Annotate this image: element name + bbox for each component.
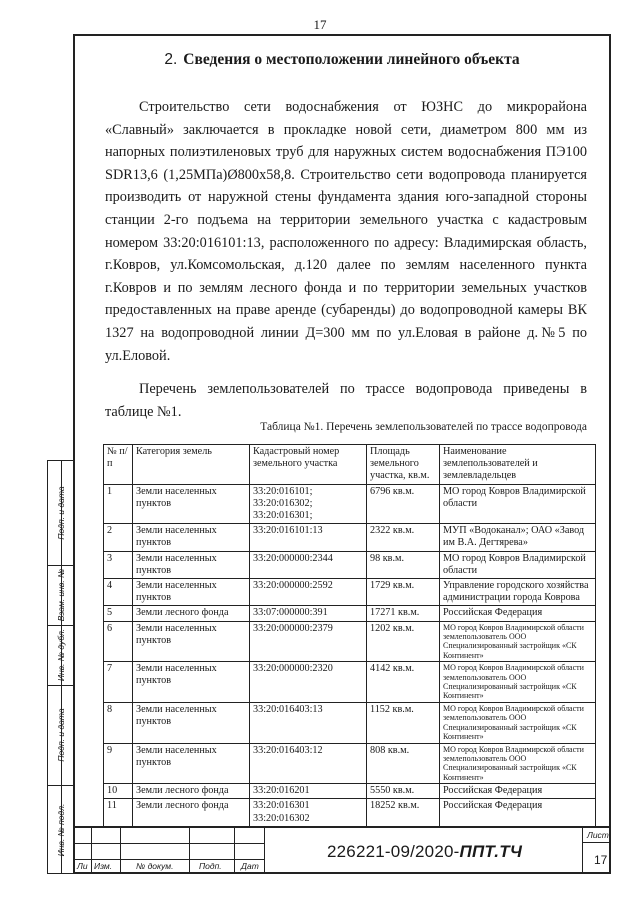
cell-category: Земли лесного фонда <box>133 799 250 826</box>
stamp-row-line <box>73 859 264 860</box>
cell-area: 5550 кв.м. <box>367 784 440 799</box>
cell-cadastral: 33:20:016201 <box>250 784 367 799</box>
header-cadastral: Кадастровый номер земельного участка <box>250 445 367 485</box>
cell-cadastral: 33:20:016403:13 <box>250 702 367 743</box>
cell-area: 18252 кв.м. <box>367 799 440 826</box>
cell-num: 9 <box>104 743 133 784</box>
table-row <box>104 784 596 799</box>
header-owner: Наименование землепользователей и землевладельцев <box>440 445 596 485</box>
cell-owner: МО город Ковров Владимирской области <box>440 484 596 524</box>
page-number-top: 17 <box>313 17 327 32</box>
table-row <box>104 621 596 662</box>
cell-area: 98 кв.м. <box>367 551 440 578</box>
cell-category: Земли населенных пунктов <box>133 621 250 662</box>
cell-area: 2322 кв.м. <box>367 524 440 551</box>
cell-area: 6796 кв.м. <box>367 484 440 524</box>
cell-category: Земли населенных пунктов <box>133 484 250 524</box>
cell-cadastral: 33:20:000000:2379 <box>250 621 367 662</box>
stamp-label-date: Дат <box>241 861 259 871</box>
table-row <box>104 484 596 524</box>
sheet-number: 17 <box>594 853 608 867</box>
table-caption: Таблица №1. Перечень землепользователей по трассе водопровода <box>260 421 587 433</box>
cell-num: 3 <box>104 551 133 578</box>
cell-num: 5 <box>104 606 133 621</box>
cell-category: Земли лесного фонда <box>133 606 250 621</box>
cell-category: Земли лесного фонда <box>133 784 250 799</box>
cell-cadastral: 33:20:000000:2592 <box>250 579 367 606</box>
header-num: № п/п <box>104 445 133 485</box>
section-heading <box>73 51 611 69</box>
table-row <box>104 799 596 826</box>
cell-area: 1202 кв.м. <box>367 621 440 662</box>
cell-area: 1729 кв.м. <box>367 579 440 606</box>
stamp-label-change: Изм. <box>94 861 113 871</box>
label-sign-date-2: Подп. и дата <box>56 708 66 762</box>
description-paragraph: Строительство сети водоснабжения от ЮЗНС до микрорайона «Славный» заключается в прокладке новой сети, диаметром 800 мм из напорных полиэтиленовых труб для наружных систем водоснабжения ПЭ100 SDR13,6 (1,25МПа)Ø800х58,8. Строительство сети водопровода планируется производить от наружной стены фундамента здания юго-западной стороны станции 2-го подъема на территории земельного участка с кадастровым номером 33:20:016101:13, расположенного по адресу: Владимирская область, г.Ковров, ул.Комсомольская, д.120 далее по землям населенного пункта г.Ковров и по землям лесного фонда и по территории земельных участков предоставленных на праве аренде (субаренды) до водопроводной камеры ВК 1327 на водопроводной линии Д=300 мм по ул.Еловая в районе д.№5 по ул.Еловой. <box>105 99 587 364</box>
cell-category: Земли населенных пунктов <box>133 702 250 743</box>
stamp-col-line <box>234 828 235 874</box>
table-header-row <box>104 445 596 485</box>
cell-category: Земли населенных пунктов <box>133 743 250 784</box>
cell-cadastral: 33:20:000000:2320 <box>250 662 367 703</box>
cell-owner: Российская Федерация <box>440 606 596 621</box>
cell-owner: Российская Федерация <box>440 784 596 799</box>
table-row <box>104 702 596 743</box>
cell-area: 808 кв.м. <box>367 743 440 784</box>
label-dup-inv: Инв. № дубл. <box>56 628 66 682</box>
table-row <box>104 579 596 606</box>
cell-num: 2 <box>104 524 133 551</box>
cell-category: Земли населенных пунктов <box>133 524 250 551</box>
stamp-col-line <box>264 828 265 874</box>
binding-strip <box>47 460 74 874</box>
cell-area: 4142 кв.м. <box>367 662 440 703</box>
table-row <box>104 662 596 703</box>
cell-cadastral: 33:07:000000:391 <box>250 606 367 621</box>
stamp-col-line <box>582 828 583 874</box>
document-code-suffix: ППТ.ТЧ <box>459 842 523 861</box>
table-row <box>104 524 596 551</box>
cell-area: 1152 кв.м. <box>367 702 440 743</box>
cell-num: 1 <box>104 484 133 524</box>
cell-num: 10 <box>104 784 133 799</box>
stamp-col-line <box>91 828 92 874</box>
cell-category: Земли населенных пунктов <box>133 551 250 578</box>
cell-owner: МО город Ковров Владимирской области землепользователь ООО Специализированный застройщик «СК Континент» <box>440 743 596 784</box>
section-number: 2. <box>164 51 178 68</box>
cell-owner: МО город Ковров Владимирской области землепользователь ООО Специализированный застройщик «СК Континент» <box>440 621 596 662</box>
cell-owner: МО город Ковров Владимирской области землепользователь ООО Специализированный застройщик «СК Континент» <box>440 702 596 743</box>
land-users-table <box>103 444 596 827</box>
table-row <box>104 551 596 578</box>
cell-owner: МО город Ковров Владимирской области землепользователь ООО Специализированный застройщик «СК Континент» <box>440 662 596 703</box>
title-block <box>73 826 611 874</box>
cell-num: 7 <box>104 662 133 703</box>
cell-category: Земли населенных пунктов <box>133 579 250 606</box>
stamp-row-line <box>582 842 611 843</box>
cell-num: 11 <box>104 799 133 826</box>
cell-owner: Управление городского хозяйства администрации города Коврова <box>440 579 596 606</box>
stamp-row-line <box>73 843 264 844</box>
cell-cadastral: 33:20:000000:2344 <box>250 551 367 578</box>
cell-cadastral: 33:20:016301 33:20:016302 <box>250 799 367 826</box>
header-area: Площадь земельного участка, кв.м. <box>367 445 440 485</box>
cell-num: 6 <box>104 621 133 662</box>
stamp-label-doc-number: № докум. <box>136 861 174 871</box>
label-replaced-inv: Взам. инв. № <box>56 568 66 622</box>
cell-area: 17271 кв.м. <box>367 606 440 621</box>
header-category: Категория земель <box>133 445 250 485</box>
cell-cadastral: 33:20:016101; 33:20:016302; 33:20:016301; <box>250 484 367 524</box>
stamp-label-signature: Подп. <box>199 861 222 871</box>
cell-owner: Российская Федерация <box>440 799 596 826</box>
section-title: Сведения о местоположении линейного объекта <box>183 51 520 68</box>
stamp-col-line <box>120 828 121 874</box>
document-code <box>327 842 522 862</box>
cell-owner: МУП «Водоканал»; ОАО «Завод им В.А. Дегтярева» <box>440 524 596 551</box>
cell-category: Земли населенных пунктов <box>133 662 250 703</box>
stamp-col-line <box>189 828 190 874</box>
cell-num: 8 <box>104 702 133 743</box>
cell-cadastral: 33:20:016101:13 <box>250 524 367 551</box>
table-row <box>104 606 596 621</box>
stamp-label-li: Ли <box>77 861 88 871</box>
binding-strip-line <box>48 785 74 786</box>
sheet-label: Лист <box>587 830 609 840</box>
cell-cadastral: 33:20:016403:12 <box>250 743 367 784</box>
cell-num: 4 <box>104 579 133 606</box>
table-row <box>104 743 596 784</box>
cell-owner: МО город Ковров Владимирской области <box>440 551 596 578</box>
label-orig-inv: Инв. № подл. <box>56 803 66 857</box>
document-code-prefix: 226221-09/2020- <box>327 842 460 861</box>
table-reference-paragraph: Перечень землепользователей по трассе водопровода приведены в таблице №1. <box>105 381 587 420</box>
label-sign-date-1: Подп. и дата <box>56 486 66 540</box>
